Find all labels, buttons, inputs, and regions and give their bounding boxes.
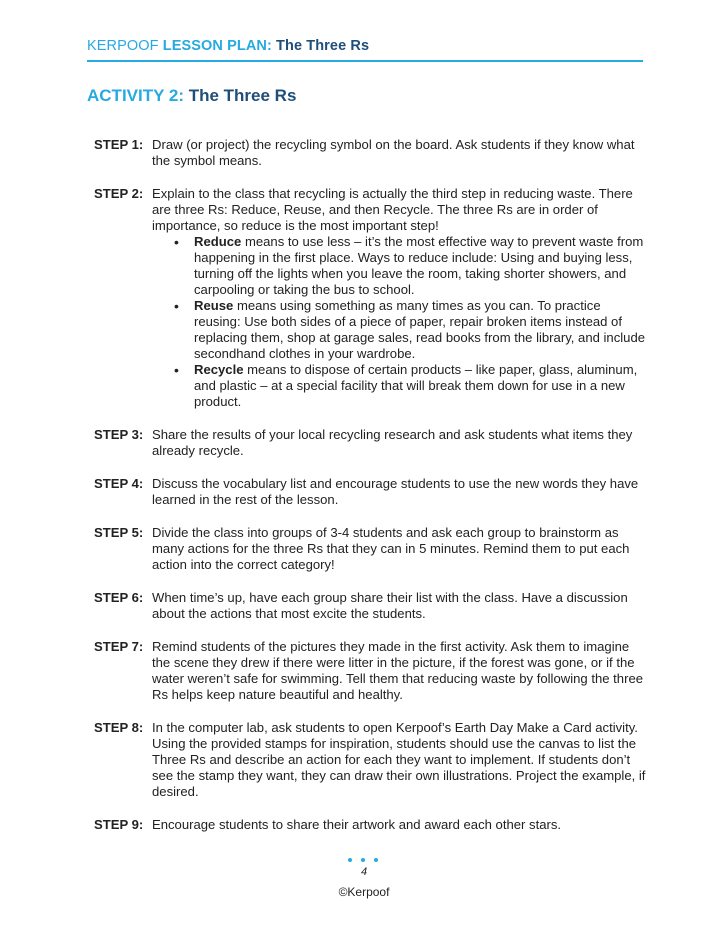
- bullet-reuse: [174, 298, 646, 362]
- step-4: [94, 476, 646, 508]
- step-label: STEP 3:: [94, 427, 144, 442]
- step-5: [94, 525, 646, 573]
- step-6: [94, 590, 646, 622]
- step-label: STEP 8:: [94, 720, 144, 735]
- step-1: [94, 137, 646, 169]
- activity-title: The Three Rs: [188, 86, 297, 105]
- header-title: The Three Rs: [276, 38, 370, 54]
- step-label: STEP 2:: [94, 186, 144, 201]
- step-label: STEP 7:: [94, 639, 144, 654]
- bullet-term: Recycle: [194, 362, 244, 377]
- step-2: [94, 186, 646, 410]
- bullet-recycle: [174, 362, 646, 410]
- step-body: [152, 186, 646, 410]
- step-label: STEP 5:: [94, 525, 144, 540]
- step-text: In the computer lab, ask students to open Kerpoof’s Earth Day Make a Card activity. Using the provided stamps for inspiration, students should use the canvas to list the Three Rs and describe an action for each they want to implement. If students don’t see the stamp they want, they can draw their own illustrations. Project the example, if desired.: [152, 720, 646, 799]
- step-3: [94, 427, 646, 459]
- page-number: 4: [360, 866, 368, 878]
- activity-heading: [87, 86, 296, 106]
- step-label: STEP 6:: [94, 590, 144, 605]
- step-text: Divide the class into groups of 3-4 students and ask each group to brainstorm as many actions for the three Rs that they can in 5 minutes. Remind them to put each action into the correct category!: [152, 525, 630, 572]
- step-text: Share the results of your local recycling research and ask students what items they already recycle.: [152, 427, 633, 458]
- dot-icon: [374, 858, 378, 862]
- bullet-text: means to dispose of certain products – like paper, glass, aluminum, and plastic – at a special facility that will break them down for use in a new product.: [194, 362, 638, 409]
- page-header: [87, 38, 643, 54]
- step-text: Encourage students to share their artwork and award each other stars.: [152, 817, 562, 832]
- bullet-text: means to use less – it’s the most effective way to prevent waste from happening in the first place. Ways to reduce include: Using and buying less, turning off the lights when you leave the room, taking shorter showers, and carpooling or taking the bus to school.: [194, 234, 644, 297]
- activity-label: ACTIVITY 2:: [87, 86, 184, 105]
- bullet-text: means using something as many times as you can. To practice reusing: Use both sides of a piece of paper, repair broken items instead of replacing them, shop at garage sales, read books from the library, and include secondhand clothes in your wardrobe.: [194, 298, 646, 361]
- footer-dots-ornament: [348, 858, 378, 866]
- step-text: Remind students of the pictures they made in the first activity. Ask them to imagine the scene they drew if there were litter in the picture, if the forest was gone, or if the water weren’t safe for swimming. Tell them that reducing waste by following the three Rs helps keep nature beautiful and healthy.: [152, 639, 644, 702]
- header-label: LESSON PLAN:: [162, 38, 272, 54]
- bullet-term: Reuse: [194, 298, 234, 313]
- three-rs-bullet-list: [152, 234, 646, 410]
- bullet-reduce: [174, 234, 646, 298]
- header-brand: KERPOOF: [87, 38, 159, 54]
- step-text: Explain to the class that recycling is actually the third step in reducing waste. There are three Rs: Reduce, Reuse, and then Recycle. The three Rs are in order of importance, so reduce is the most important step!: [152, 186, 633, 233]
- steps-list: [94, 137, 646, 850]
- dot-icon: [361, 858, 365, 862]
- step-label: STEP 4:: [94, 476, 144, 491]
- dot-icon: [348, 858, 352, 862]
- header-divider: [87, 60, 643, 62]
- step-label: STEP 9:: [94, 817, 144, 832]
- step-text: Draw (or project) the recycling symbol on the board. Ask students if they know what the symbol means.: [152, 137, 635, 168]
- bullet-term: Reduce: [194, 234, 242, 249]
- copyright-notice: ©Kerpoof: [338, 885, 390, 899]
- step-8: [94, 720, 646, 800]
- step-7: [94, 639, 646, 703]
- step-label: STEP 1:: [94, 137, 144, 152]
- step-text: Discuss the vocabulary list and encourage students to use the new words they have learned in the rest of the lesson.: [152, 476, 639, 507]
- step-text: When time’s up, have each group share their list with the class. Have a discussion about the actions that most excite the students.: [152, 590, 628, 621]
- step-9: [94, 817, 646, 833]
